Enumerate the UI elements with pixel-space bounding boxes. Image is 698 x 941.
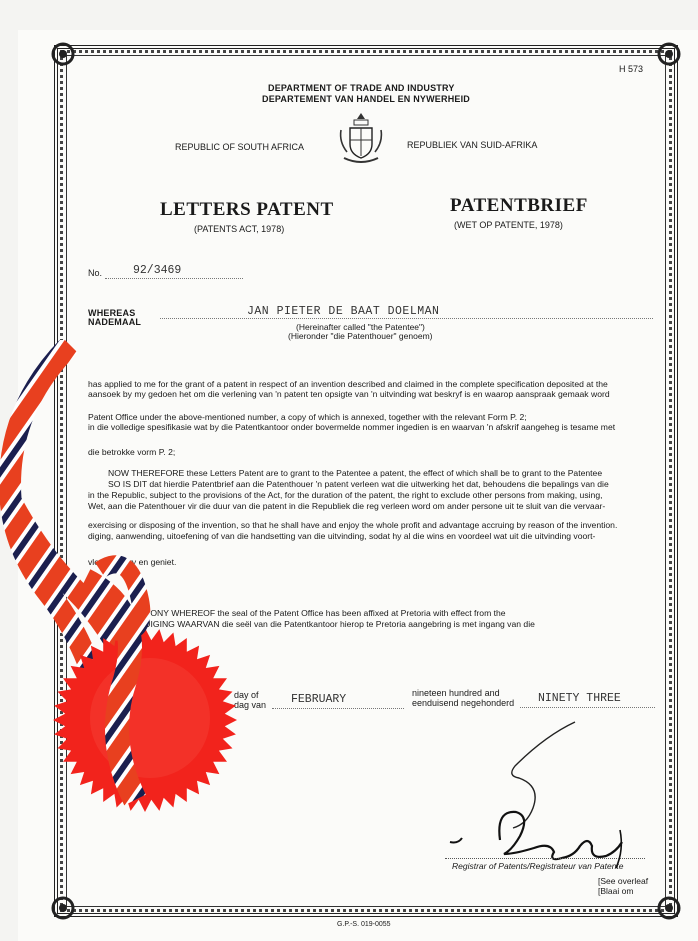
year-value: NINETY THREE: [538, 692, 621, 705]
month-dotted-line: [272, 708, 404, 709]
title-af: PATENTBRIEF: [450, 195, 588, 216]
paragraph-3: die betrokke vorm P. 2;: [88, 447, 176, 457]
red-seal-with-ribbon: [0, 340, 250, 830]
paragraph-5-line-2: diging, aanwending, uitoefening of van die handsetting van die uitvinding, sodat hy al die wins en voordeel wat uit die uitvinding voort-: [88, 531, 596, 541]
blaai-om: [Blaai om: [598, 886, 634, 896]
registrar-label: Registrar of Patents/Registrateur van Patente: [452, 861, 624, 871]
corner-ornament-icon: [50, 41, 76, 67]
paragraph-5-line-1: exercising or disposing of the invention, so that he shall have and enjoy the whole profit and advantage accruing by reason of the invention.: [88, 520, 618, 530]
month-value: FEBRUARY: [291, 693, 347, 706]
paragraph-7-line-2: TEN BETUIGING WAARVAN die seël van die Patentkantoor hierop te Pretoria aangebring is met ingang van die: [108, 619, 535, 629]
form-code: H 573: [619, 64, 644, 74]
year-dotted-line: [520, 707, 655, 708]
paragraph-6: vloeit, verkry en geniet.: [88, 557, 177, 567]
print-code: G.P.-S. 019-0055: [337, 921, 391, 928]
department-en: DEPARTMENT OF TRADE AND INDUSTRY: [268, 83, 455, 93]
corner-ornament-icon: [656, 41, 682, 67]
year-label-en: nineteen hundred and: [412, 688, 500, 698]
whereas-label-en: WHEREAS: [88, 308, 136, 318]
paragraph-4-line-2: SO IS DIT dat hierdie Patentbrief aan die Patenthouer 'n patent verleen wat die uitwerking het dat, behoudens die bepalings van die: [108, 479, 609, 489]
title-en: LETTERS PATENT: [160, 199, 334, 220]
number-dotted-line: [105, 278, 243, 279]
day-label-en: day of: [234, 690, 259, 700]
paragraph-4-line-3: in the Republic, subject to the provisions of the Act, for the duration of the patent, the right to exclude other persons from making, using,: [88, 490, 603, 500]
paragraph-4-line-1: NOW THEREFORE these Letters Patent are to grant to the Patentee a patent, the effect of which shall be to grant to the Patentee: [108, 468, 603, 478]
patent-number: 92/3469: [133, 264, 182, 277]
title-en-sub: (PATENTS ACT, 1978): [194, 224, 285, 234]
patentee-dotted-line: [160, 318, 653, 319]
number-label: No.: [88, 268, 103, 278]
paragraph-2-line-1: Patent Office under the above-mentioned number, a copy of which is annexed, together with the relevant Form P. 2;: [88, 412, 527, 422]
patentee-name: JAN PIETER DE BAAT DOELMAN: [247, 305, 440, 318]
paragraph-1-line-2: aansoek by my gedoen het om die verlening van 'n patent ten opsigte van 'n uitvinding wat beskryf is en waarop aanspraak gemaak word: [88, 389, 610, 399]
paragraph-7-line-1: IN TESTIMONY WHEREOF the seal of the Patent Office has been affixed at Pretoria with effect from the: [108, 608, 506, 618]
coat-of-arms-icon: [336, 110, 386, 166]
year-label-af: eenduisend negehonderd: [412, 698, 515, 708]
patentee-note-af: (Hieronder "die Patenthouer" genoem): [288, 331, 433, 341]
corner-ornament-icon: [656, 895, 682, 921]
republic-af: REPUBLIEK VAN SUID-AFRIKA: [407, 140, 538, 150]
see-overleaf: [See overleaf: [598, 876, 649, 886]
paragraph-2-line-2: in die volledige spesifikasie wat by die Patentkantoor onder bovermelde nommer ingedien is en waarvan 'n afskrif aangeheg is tesame met: [88, 422, 616, 432]
corner-ornament-icon: [50, 895, 76, 921]
paragraph-4-line-4: Wet, aan die Patenthouer vir die duur van die patent in die Republiek die reg verleen word om ander persone uit te sluit van die vervaar-: [88, 501, 606, 511]
registrar-dotted-line: [445, 858, 645, 859]
department-af: DEPARTEMENT VAN HANDEL EN NYWERHEID: [262, 94, 471, 104]
republic-en: REPUBLIC OF SOUTH AFRICA: [175, 142, 305, 152]
paragraph-1-line-1: has applied to me for the grant of a patent in respect of an invention described and claimed in the complete specification deposited at the: [88, 379, 608, 389]
whereas-label-af: NADEMAAL: [88, 317, 142, 327]
registrar-signature: [440, 710, 660, 870]
title-af-sub: (WET OP PATENTE, 1978): [454, 220, 563, 230]
day-label-af: dag van: [234, 700, 267, 710]
patentee-note-en: (Hereinafter called "the Patentee"): [296, 322, 425, 332]
